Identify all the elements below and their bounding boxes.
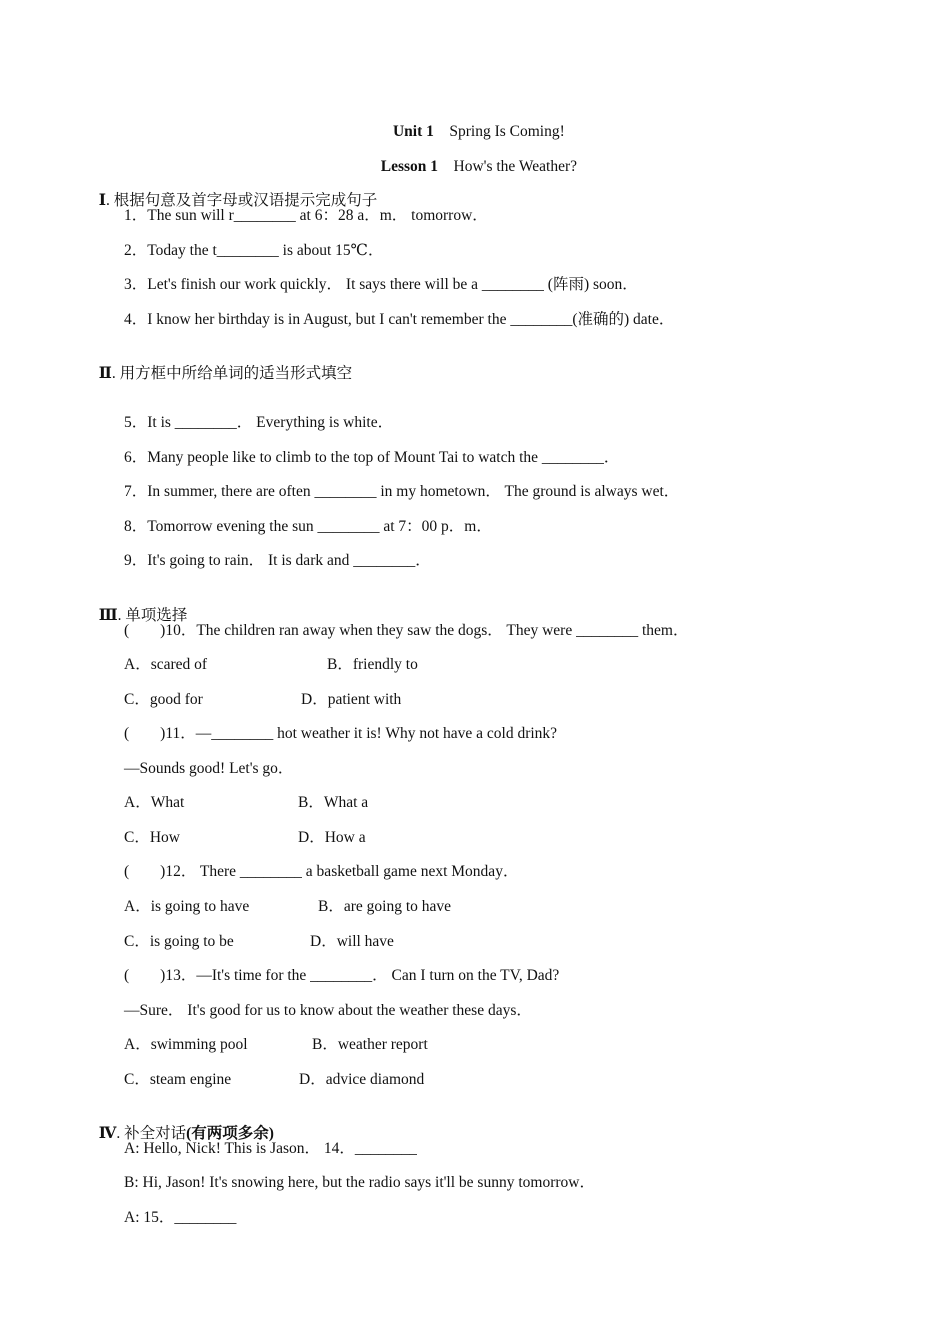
- section-1-title: . 根据句意及首字母或汉语提示完成句子: [106, 192, 378, 209]
- section-4-note: (有两项多余): [186, 1125, 274, 1142]
- question-6: 6．Many people like to climb to the top of Mount Tai to watch the ________．: [124, 449, 620, 466]
- section-4-title: . 补全对话: [116, 1125, 187, 1142]
- question-1: 1．The sun will r________ at 6：28 a．m． tomorrow．: [124, 207, 488, 224]
- section-1-heading: [91, 171, 377, 211]
- section-4-heading: [91, 1104, 274, 1144]
- q12-option-a: A．is going to have: [124, 898, 250, 915]
- q11-option-a: A．What: [124, 794, 185, 811]
- question-5: 5．It is ________． Everything is white．: [124, 414, 394, 431]
- question-13: ( )13．—It's time for the ________． Can I turn on the TV, Dad?: [124, 967, 560, 984]
- question-7: 7．In summer, there are often ________ in my hometown． The ground is always wet．: [124, 483, 680, 500]
- q13-option-a: A．swimming pool: [124, 1036, 248, 1053]
- q13-option-d: D．advice diamond: [299, 1071, 425, 1088]
- question-4: 4．I know her birthday is in August, but I can't remember the ________(准确的) date．: [124, 311, 675, 328]
- section-3-heading: [91, 586, 187, 626]
- unit-label: Unit 1: [392, 123, 434, 140]
- q12-option-c: C．is going to be: [124, 933, 234, 950]
- q10-option-b: B．friendly to: [327, 656, 418, 673]
- q11-option-c: C．How: [124, 829, 180, 846]
- q10-option-a: A．scared of: [124, 656, 208, 673]
- dialogue-line-3: A: 15．________: [124, 1209, 237, 1226]
- question-9: 9．It's going to rain． It is dark and ________．: [124, 552, 431, 569]
- dialogue-line-1: A: Hello, Nick! This is Jason． 14．________: [124, 1140, 417, 1157]
- question-3: 3．Let's finish our work quickly． It says there will be a ________ (阵雨) soon．: [124, 276, 638, 293]
- section-1-number: Ⅰ: [98, 192, 107, 209]
- section-2-heading: [91, 344, 352, 384]
- q10-option-c: C．good for: [124, 691, 203, 708]
- q13-option-b: B．weather report: [312, 1036, 428, 1053]
- question-8: 8．Tomorrow evening the sun ________ at 7：00 p．m．: [124, 518, 492, 535]
- dialogue-line-2: B: Hi, Jason! It's snowing here, but the radio says it'll be sunny tomorrow．: [124, 1174, 595, 1191]
- q12-option-d: D．will have: [310, 933, 394, 950]
- lesson-title: How's the Weather?: [453, 158, 578, 175]
- section-4-number: Ⅳ: [98, 1125, 117, 1142]
- section-3-number: Ⅲ: [98, 607, 118, 624]
- unit-heading: [0, 102, 950, 142]
- question-11: ( )11．—________ hot weather it is! Why not have a cold drink?: [124, 725, 558, 742]
- q10-option-d: D．patient with: [301, 691, 402, 708]
- unit-title: Spring Is Coming!: [449, 123, 565, 140]
- section-2-title: . 用方框中所给单词的适当形式填空: [111, 365, 353, 382]
- q13-reply: —Sure． It's good for us to know about the weather these days．: [124, 1002, 532, 1019]
- q11-option-d: D．How a: [298, 829, 366, 846]
- q13-option-c: C．steam engine: [124, 1071, 232, 1088]
- lesson-label: Lesson 1: [380, 158, 439, 175]
- question-12: ( )12． There ________ a basketball game next Monday．: [124, 863, 519, 880]
- q11-reply: —Sounds good! Let's go．: [124, 760, 294, 777]
- section-2-number: Ⅱ: [98, 365, 112, 382]
- section-3-title: . 单项选择: [117, 607, 188, 624]
- question-10: ( )10．The children ran away when they saw the dogs． They were ________ them．: [124, 622, 689, 639]
- q12-option-b: B．are going to have: [318, 898, 452, 915]
- q11-option-b: B．What a: [298, 794, 369, 811]
- question-2: 2．Today the t________ is about 15℃．: [124, 242, 384, 259]
